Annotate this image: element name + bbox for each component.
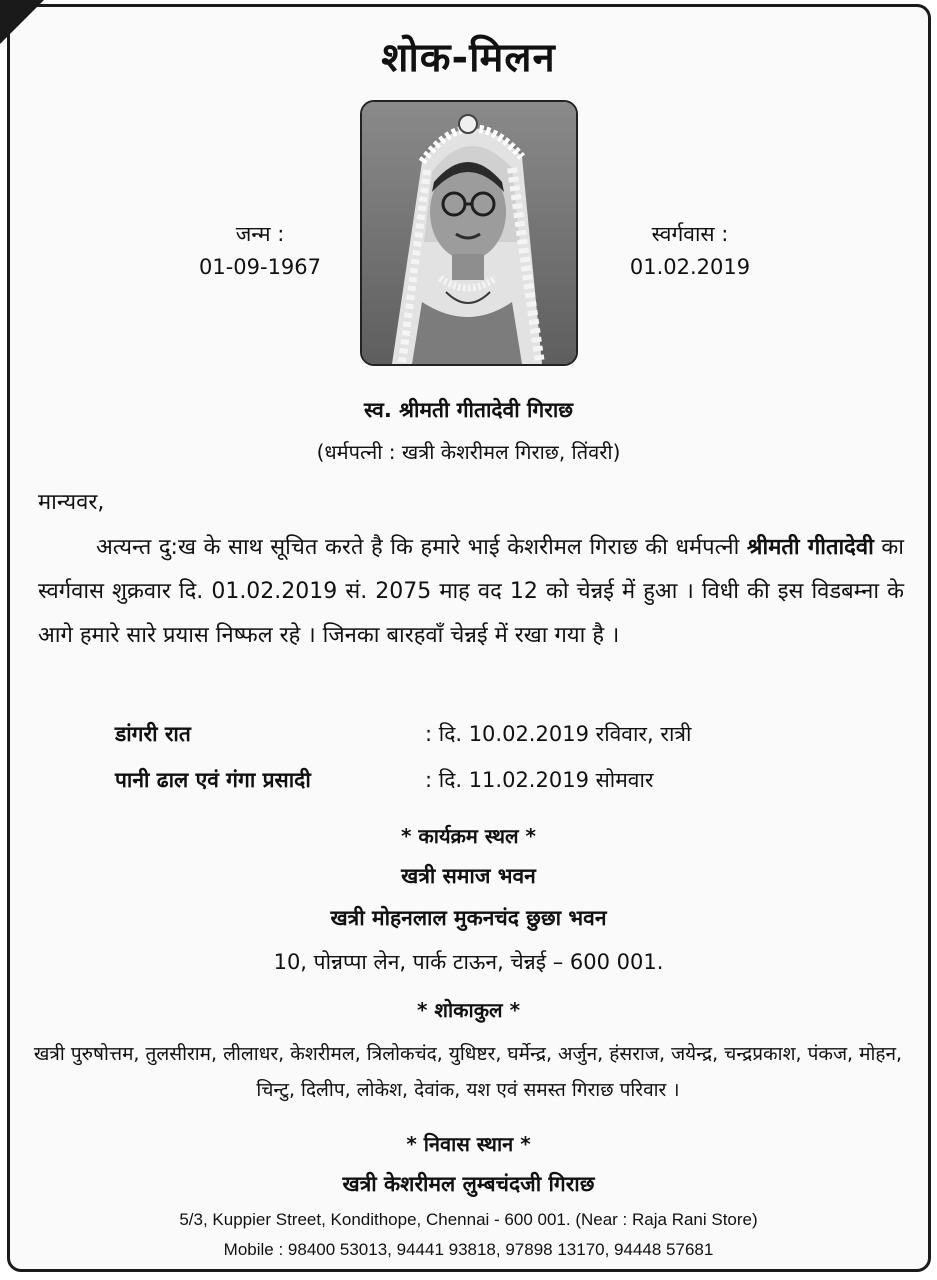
birth-label: जन्म : (235, 222, 285, 246)
venue-address: 10, पोन्नप्पा लेन, पार्क टाऊन, चेन्नई – 600 001. (273, 950, 664, 974)
program-row (115, 766, 855, 796)
program-label: डांगरी रात (115, 722, 191, 746)
death-label: स्वर्गवास : (651, 222, 729, 246)
death-block (600, 218, 780, 284)
program-value: : दि. 10.02.2019 रविवार, रात्री (425, 722, 692, 746)
birth-date: 01-09-1967 (198, 255, 322, 279)
program-value: : दि. 11.02.2019 सोमवार (425, 768, 654, 792)
program-label: पानी ढाल एवं गंगा प्रसादी (115, 768, 311, 792)
message-part1: अत्यन्त दु:ख के साथ सूचित करते है कि हमारे भाई केशरीमल गिराछ की धर्मपत्नी (96, 535, 747, 560)
residence-heading: * निवास स्थान * (406, 1132, 531, 1156)
portrait-illustration (362, 102, 576, 364)
message-highlight: श्रीमती गीतादेवी (746, 535, 874, 560)
deceased-relation: (धर्मपत्नी : खत्री केशरीमल गिराछ, तिंवरी) (316, 440, 621, 464)
deceased-name: स्व. श्रीमती गीतादेवी गिराछ (364, 398, 573, 422)
venue-line1: खत्री समाज भवन (401, 864, 536, 888)
venue-line2: खत्री मोहनलाल मुकनचंद छुछा भवन (330, 906, 607, 930)
page-title: शोक-मिलन (381, 35, 556, 81)
residence-name: खत्री केशरीमल लुम्बचंदजी गिराछ (342, 1172, 595, 1196)
mobile-numbers: Mobile : 98400 53013, 94441 93818, 97898 13170, 94448 57681 (223, 1240, 714, 1259)
mourners-list: खत्री पुरुषोत्तम, तुलसीराम, लीलाधर, केशरीमल, त्रिलोकचंद, युधिष्टर, घर्मेन्द्र, अर्जुन, हंसराज, जयेन्द्र, चन्द्रप्रकाश, पंकज, मोहन, चिन्टु, दिलीप, लोकेश, देवांक, यश एवं समस्त गिराछ परिवार । (33, 1043, 903, 1101)
message-paragraph (38, 526, 904, 658)
mourners-heading: * शोकाकुल * (416, 998, 521, 1022)
birth-block (170, 218, 350, 284)
salutation: मान्यवर, (38, 490, 105, 515)
venue-heading: * कार्यक्रम स्थल * (401, 824, 536, 848)
death-date: 01.02.2019 (629, 255, 751, 279)
portrait-photo (360, 100, 578, 366)
message-part2: का स्वर्गवास शुक्रवार दि. 01.02.2019 सं. 2075 माह वद 12 को चेन्नई में हुआ । विधी की इस विडबम्ना के आगे हमारे सारे प्रयास निष्फल रहे । जिनका बारहवाँ चेन्नई में रखा गया है । (38, 535, 904, 648)
program-row (115, 720, 855, 750)
residence-address: 5/3, Kuppier Street, Kondithope, Chennai - 600 001. (Near : Raja Rani Store) (179, 1210, 758, 1229)
